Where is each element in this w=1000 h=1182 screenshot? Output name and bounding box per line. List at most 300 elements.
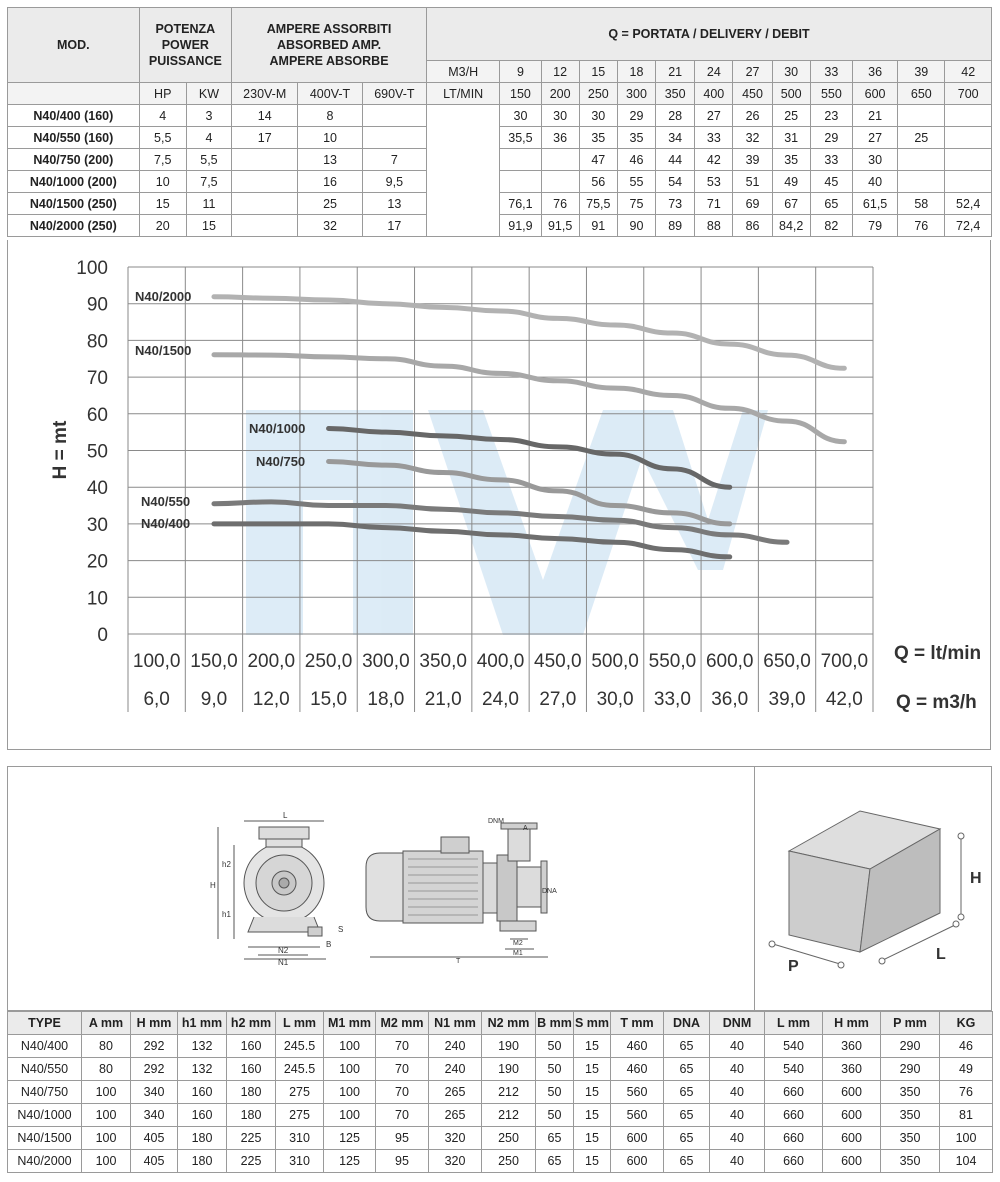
dim-value-cell: 104	[940, 1150, 993, 1173]
box-label-L: L	[936, 946, 946, 963]
dim-value-cell: 245.5	[276, 1058, 324, 1081]
table-row	[8, 127, 992, 149]
hp-cell: 15	[139, 193, 186, 215]
y-tick-label: 80	[86, 331, 108, 353]
front-view-drawing	[218, 821, 326, 959]
side-view-drawing	[366, 823, 548, 957]
dim-header: T mm	[611, 1012, 664, 1035]
dim-value-cell: 40	[710, 1150, 765, 1173]
dim-value-cell: 100	[324, 1081, 376, 1104]
ltmin-value: 200	[541, 83, 579, 105]
x-tick-label-ltmin: 150,0	[190, 651, 238, 672]
box-label-H: H	[970, 870, 982, 887]
dim-value-cell: 460	[611, 1035, 664, 1058]
model-cell: N40/750 (200)	[8, 149, 140, 171]
ltmin-value: 150	[500, 83, 541, 105]
ltmin-value: 350	[656, 83, 695, 105]
dim-label-M1: M1	[513, 950, 523, 957]
dim-label-N1: N1	[278, 958, 289, 967]
dim-value-cell: 50	[536, 1058, 574, 1081]
model-cell: N40/1000 (200)	[8, 171, 140, 193]
hp-unit: HP	[139, 83, 186, 105]
head-value-cell: 82	[810, 215, 852, 237]
dim-value-cell: 15	[574, 1035, 611, 1058]
ltmin-value: 650	[898, 83, 945, 105]
series-label: N40/1500	[135, 343, 192, 358]
head-value-cell: 58	[898, 193, 945, 215]
kw-cell: 15	[186, 215, 231, 237]
model-cell: N40/1500 (250)	[8, 193, 140, 215]
dim-value-cell: 265	[429, 1104, 482, 1127]
dim-value-cell: 225	[227, 1127, 276, 1150]
dim-value-cell: 180	[227, 1104, 276, 1127]
dim-value-cell: 212	[482, 1104, 536, 1127]
type-cell: N40/2000	[8, 1150, 82, 1173]
head-value-cell	[898, 105, 945, 127]
head-value-cell: 49	[772, 171, 810, 193]
type-cell: N40/750	[8, 1081, 82, 1104]
head-value-cell: 56	[579, 171, 617, 193]
dim-value-cell: 250	[482, 1127, 536, 1150]
ltmin-value: 550	[810, 83, 852, 105]
head-value-cell: 65	[810, 193, 852, 215]
model-cell: N40/2000 (250)	[8, 215, 140, 237]
dim-value-cell: 49	[940, 1058, 993, 1081]
m3h-value: 39	[898, 61, 945, 83]
x-tick-label-ltmin: 550,0	[648, 651, 697, 672]
dim-value-cell: 660	[765, 1081, 823, 1104]
packaging-box-drawing	[769, 811, 964, 968]
dim-value-cell: 360	[823, 1035, 881, 1058]
dim-value-cell: 600	[823, 1104, 881, 1127]
m3h-value: 33	[810, 61, 852, 83]
dim-value-cell: 40	[710, 1081, 765, 1104]
dim-header: M2 mm	[376, 1012, 429, 1035]
ampere-690v-cell	[362, 127, 426, 149]
head-value-cell: 91,5	[541, 215, 579, 237]
dim-value-cell: 15	[574, 1150, 611, 1173]
dim-value-cell: 100	[324, 1058, 376, 1081]
dim-value-cell: 540	[765, 1058, 823, 1081]
head-value-cell: 91	[579, 215, 617, 237]
table-row	[8, 1150, 993, 1173]
dim-value-cell: 360	[823, 1058, 881, 1081]
head-value-cell: 30	[852, 149, 897, 171]
ampere-230v-cell	[232, 215, 298, 237]
dim-header: H mm	[823, 1012, 881, 1035]
y-tick-label: 50	[86, 441, 108, 463]
head-value-cell: 31	[772, 127, 810, 149]
head-value-cell: 88	[695, 215, 733, 237]
x-tick-label-m3h: 21,0	[424, 689, 462, 710]
dim-header: A mm	[82, 1012, 131, 1035]
dim-value-cell: 275	[276, 1081, 324, 1104]
performance-chart	[8, 240, 992, 750]
dimensions-table	[7, 1011, 993, 1173]
type-cell: N40/400	[8, 1035, 82, 1058]
head-value-cell: 75,5	[579, 193, 617, 215]
kw-cell: 4	[186, 127, 231, 149]
dim-value-cell: 310	[276, 1127, 324, 1150]
ampere-header: AMPERE ASSORBITI ABSORBED AMP. AMPERE ABSORBE	[232, 8, 427, 83]
dim-value-cell: 600	[611, 1150, 664, 1173]
x-tick-label-ltmin: 500,0	[591, 651, 639, 672]
dim-value-cell: 65	[536, 1150, 574, 1173]
head-value-cell: 90	[617, 215, 655, 237]
head-value-cell: 76,1	[500, 193, 541, 215]
dim-value-cell: 190	[482, 1058, 536, 1081]
dim-value-cell: 350	[881, 1150, 940, 1173]
ampere-230v-unit: 230V-M	[232, 83, 298, 105]
x-tick-label-m3h: 24,0	[482, 689, 519, 710]
power-header: POTENZA POWER PUISSANCE	[139, 8, 231, 83]
head-value-cell: 45	[810, 171, 852, 193]
dim-value-cell: 600	[823, 1127, 881, 1150]
series-label: N40/550	[141, 494, 191, 509]
dim-value-cell: 660	[765, 1150, 823, 1173]
dim-value-cell: 290	[881, 1035, 940, 1058]
dim-value-cell: 50	[536, 1035, 574, 1058]
performance-table	[7, 7, 992, 237]
dim-value-cell: 180	[227, 1081, 276, 1104]
x-tick-label-ltmin: 700,0	[820, 651, 869, 672]
dim-value-cell: 340	[131, 1081, 178, 1104]
dim-value-cell: 15	[574, 1127, 611, 1150]
ampere-230v-cell	[232, 149, 298, 171]
m3h-value: 42	[945, 61, 992, 83]
ampere-400v-cell: 32	[298, 215, 362, 237]
dim-value-cell: 180	[178, 1150, 227, 1173]
ampere-690v-cell: 7	[362, 149, 426, 171]
head-value-cell: 52,4	[945, 193, 992, 215]
ampere-230v-cell: 17	[232, 127, 298, 149]
dim-value-cell: 132	[178, 1058, 227, 1081]
series-label: N40/1000	[249, 421, 306, 436]
head-value-cell: 25	[898, 127, 945, 149]
dim-value-cell: 80	[82, 1035, 131, 1058]
dim-value-cell: 600	[823, 1150, 881, 1173]
drawings-panel	[7, 766, 992, 1011]
y-tick-label: 70	[86, 368, 108, 390]
head-value-cell	[945, 105, 992, 127]
x-tick-label-m3h: 42,0	[825, 689, 863, 710]
kw-unit: KW	[186, 83, 231, 105]
m3h-value: 24	[695, 61, 733, 83]
head-value-cell	[945, 171, 992, 193]
dim-value-cell: 405	[131, 1127, 178, 1150]
dim-label-DNA: DNA	[542, 888, 557, 895]
ampere-400v-cell: 16	[298, 171, 362, 193]
head-value-cell: 79	[852, 215, 897, 237]
ampere-400v-cell: 8	[298, 105, 362, 127]
dim-header: L mm	[276, 1012, 324, 1035]
table-row	[8, 1035, 993, 1058]
dim-header: h2 mm	[227, 1012, 276, 1035]
x-tick-label-m3h: 18,0	[367, 689, 405, 710]
dim-value-cell: 160	[178, 1081, 227, 1104]
head-value-cell	[945, 149, 992, 171]
x-tick-label-m3h: 9,0	[200, 689, 228, 710]
m3h-label: M3/H	[427, 61, 500, 83]
ampere-400v-unit: 400V-T	[298, 83, 362, 105]
x-tick-label-ltmin: 300,0	[362, 651, 410, 672]
head-value-cell: 30	[500, 105, 541, 127]
mod-unit-cell	[8, 83, 140, 105]
dim-header: TYPE	[8, 1012, 82, 1035]
type-cell: N40/1000	[8, 1104, 82, 1127]
dim-value-cell: 190	[482, 1035, 536, 1058]
dim-value-cell: 100	[324, 1035, 376, 1058]
dim-value-cell: 76	[940, 1081, 993, 1104]
dim-header: M1 mm	[324, 1012, 376, 1035]
dim-value-cell: 560	[611, 1104, 664, 1127]
dim-value-cell: 15	[574, 1081, 611, 1104]
head-value-cell: 32	[733, 127, 772, 149]
dim-value-cell: 310	[276, 1150, 324, 1173]
head-value-cell: 29	[810, 127, 852, 149]
y-axis-label: H = mt	[50, 420, 71, 480]
ampere-690v-unit: 690V-T	[362, 83, 426, 105]
dim-value-cell: 50	[536, 1081, 574, 1104]
dim-value-cell: 65	[664, 1081, 710, 1104]
dim-value-cell: 212	[482, 1081, 536, 1104]
head-value-cell: 39	[733, 149, 772, 171]
head-value-cell: 44	[656, 149, 695, 171]
dim-value-cell: 340	[131, 1104, 178, 1127]
dim-value-cell: 240	[429, 1035, 482, 1058]
head-value-cell: 75	[617, 193, 655, 215]
head-value-cell: 36	[541, 127, 579, 149]
ltmin-value: 400	[695, 83, 733, 105]
hp-cell: 4	[139, 105, 186, 127]
dim-header: L mm	[765, 1012, 823, 1035]
dim-label-H: H	[210, 881, 216, 890]
dim-label-M2: M2	[513, 940, 523, 947]
x-tick-label-ltmin: 450,0	[534, 651, 582, 672]
head-value-cell: 33	[810, 149, 852, 171]
x-tick-label-ltmin: 600,0	[705, 651, 754, 672]
hp-cell: 7,5	[139, 149, 186, 171]
y-tick-label: 40	[86, 478, 108, 500]
ampere-690v-cell: 13	[362, 193, 426, 215]
hp-cell: 20	[139, 215, 186, 237]
y-tick-label: 0	[97, 625, 108, 646]
head-value-cell: 28	[656, 105, 695, 127]
head-value-cell: 40	[852, 171, 897, 193]
table-row	[8, 105, 992, 127]
dim-value-cell: 80	[82, 1058, 131, 1081]
head-value-cell: 71	[695, 193, 733, 215]
x-tick-label-ltmin: 100,0	[132, 651, 181, 672]
dim-value-cell: 70	[376, 1104, 429, 1127]
dim-header: N1 mm	[429, 1012, 482, 1035]
x-tick-label-ltmin: 350,0	[419, 651, 467, 672]
dim-value-cell: 405	[131, 1150, 178, 1173]
x-tick-label-ltmin: 650,0	[763, 651, 811, 672]
dim-value-cell: 240	[429, 1058, 482, 1081]
dim-label-h2: h2	[222, 860, 231, 869]
dim-header: P mm	[881, 1012, 940, 1035]
head-value-cell: 76	[541, 193, 579, 215]
head-value-cell: 25	[772, 105, 810, 127]
ampere-400v-cell: 25	[298, 193, 362, 215]
dim-value-cell: 95	[376, 1127, 429, 1150]
head-value-cell: 61,5	[852, 193, 897, 215]
table-row	[8, 1104, 993, 1127]
dim-header: DNA	[664, 1012, 710, 1035]
m3h-value: 36	[852, 61, 897, 83]
dim-header: h1 mm	[178, 1012, 227, 1035]
dim-value-cell: 15	[574, 1058, 611, 1081]
dim-value-cell: 320	[429, 1127, 482, 1150]
dim-value-cell: 65	[664, 1035, 710, 1058]
head-value-cell: 69	[733, 193, 772, 215]
dim-value-cell: 46	[940, 1035, 993, 1058]
x-tick-label-m3h: 6,0	[143, 689, 170, 710]
dim-value-cell: 350	[881, 1127, 940, 1150]
x-tick-label-m3h: 36,0	[711, 689, 749, 710]
m3h-value: 27	[733, 61, 772, 83]
head-value-cell: 33	[695, 127, 733, 149]
head-value-cell: 30	[579, 105, 617, 127]
dim-label-B: B	[326, 940, 332, 949]
head-value-cell: 27	[695, 105, 733, 127]
y-tick-label: 20	[86, 551, 108, 573]
y-tick-label: 100	[76, 258, 108, 279]
head-value-cell: 29	[617, 105, 655, 127]
ltmin-value: 600	[852, 83, 897, 105]
head-value-cell: 46	[617, 149, 655, 171]
dim-value-cell: 70	[376, 1081, 429, 1104]
dim-value-cell: 290	[881, 1058, 940, 1081]
x-tick-label-m3h: 30,0	[596, 689, 634, 710]
ampere-400v-cell: 10	[298, 127, 362, 149]
dim-value-cell: 40	[710, 1104, 765, 1127]
dim-value-cell: 100	[82, 1127, 131, 1150]
dim-value-cell: 160	[227, 1058, 276, 1081]
x-tick-label-m3h: 27,0	[539, 689, 577, 710]
head-value-cell: 21	[852, 105, 897, 127]
model-cell: N40/550 (160)	[8, 127, 140, 149]
table-row	[8, 215, 992, 237]
head-value-cell	[898, 149, 945, 171]
table-row	[8, 1081, 993, 1104]
table-row	[8, 193, 992, 215]
chart-panel	[7, 240, 991, 750]
y-tick-label: 10	[86, 588, 108, 610]
dim-label-h1: h1	[222, 910, 231, 919]
dim-value-cell: 100	[324, 1104, 376, 1127]
head-value-cell: 51	[733, 171, 772, 193]
ampere-400v-cell: 13	[298, 149, 362, 171]
dim-header: B mm	[536, 1012, 574, 1035]
m3h-value: 30	[772, 61, 810, 83]
dim-value-cell: 600	[823, 1081, 881, 1104]
x-axis-label-ltmin: Q = lt/min	[894, 643, 982, 664]
dim-value-cell: 100	[940, 1127, 993, 1150]
dim-value-cell: 225	[227, 1150, 276, 1173]
dim-value-cell: 350	[881, 1104, 940, 1127]
hp-cell: 5,5	[139, 127, 186, 149]
kw-cell: 3	[186, 105, 231, 127]
dim-value-cell: 600	[611, 1127, 664, 1150]
x-tick-label-ltmin: 400,0	[476, 651, 525, 672]
table-row	[8, 149, 992, 171]
model-cell: N40/400 (160)	[8, 105, 140, 127]
x-tick-label-m3h: 15,0	[310, 689, 348, 710]
head-value-cell	[541, 149, 579, 171]
box-label-P: P	[788, 958, 799, 975]
dim-value-cell: 160	[227, 1035, 276, 1058]
dim-value-cell: 320	[429, 1150, 482, 1173]
dim-header: N2 mm	[482, 1012, 536, 1035]
y-tick-label: 30	[86, 514, 108, 536]
dim-value-cell: 100	[82, 1150, 131, 1173]
head-value-cell: 86	[733, 215, 772, 237]
dim-value-cell: 125	[324, 1150, 376, 1173]
dim-label-N2: N2	[278, 946, 289, 955]
series-label: N40/400	[141, 516, 191, 531]
ampere-690v-cell	[362, 105, 426, 127]
dim-label-L: L	[283, 811, 288, 820]
head-value-cell: 72,4	[945, 215, 992, 237]
m3h-value: 21	[656, 61, 695, 83]
series-label: N40/750	[256, 454, 306, 469]
dim-value-cell: 132	[178, 1035, 227, 1058]
dim-value-cell: 180	[178, 1127, 227, 1150]
dim-value-cell: 560	[611, 1081, 664, 1104]
dim-value-cell: 100	[82, 1104, 131, 1127]
dim-value-cell: 350	[881, 1081, 940, 1104]
dim-value-cell: 125	[324, 1127, 376, 1150]
dim-value-cell: 65	[664, 1104, 710, 1127]
x-tick-label-m3h: 33,0	[653, 689, 691, 710]
x-tick-label-ltmin: 200,0	[247, 651, 296, 672]
ampere-690v-cell: 9,5	[362, 171, 426, 193]
series-label: N40/2000	[135, 289, 192, 304]
dim-value-cell: 40	[710, 1058, 765, 1081]
dim-header: H mm	[131, 1012, 178, 1035]
dim-value-cell: 40	[710, 1035, 765, 1058]
head-value-cell	[500, 171, 541, 193]
dim-value-cell: 100	[82, 1081, 131, 1104]
head-value-cell	[898, 171, 945, 193]
type-cell: N40/1500	[8, 1127, 82, 1150]
dim-value-cell: 65	[664, 1058, 710, 1081]
dim-value-cell: 292	[131, 1035, 178, 1058]
head-value-cell: 53	[695, 171, 733, 193]
x-tick-label-m3h: 39,0	[768, 689, 806, 710]
mod-header: MOD.	[8, 8, 140, 83]
table-row	[8, 1058, 993, 1081]
ltmin-value: 700	[945, 83, 992, 105]
dim-value-cell: 95	[376, 1150, 429, 1173]
dim-value-cell: 275	[276, 1104, 324, 1127]
head-value-cell: 54	[656, 171, 695, 193]
head-value-cell: 84,2	[772, 215, 810, 237]
dim-header: S mm	[574, 1012, 611, 1035]
head-value-cell: 55	[617, 171, 655, 193]
head-value-cell: 35	[579, 127, 617, 149]
head-value-cell: 34	[656, 127, 695, 149]
head-value-cell: 89	[656, 215, 695, 237]
table-row	[8, 171, 992, 193]
dim-value-cell: 50	[536, 1104, 574, 1127]
ampere-690v-cell: 17	[362, 215, 426, 237]
kw-cell: 7,5	[186, 171, 231, 193]
dim-label-S: S	[338, 925, 344, 934]
ampere-230v-cell	[232, 193, 298, 215]
